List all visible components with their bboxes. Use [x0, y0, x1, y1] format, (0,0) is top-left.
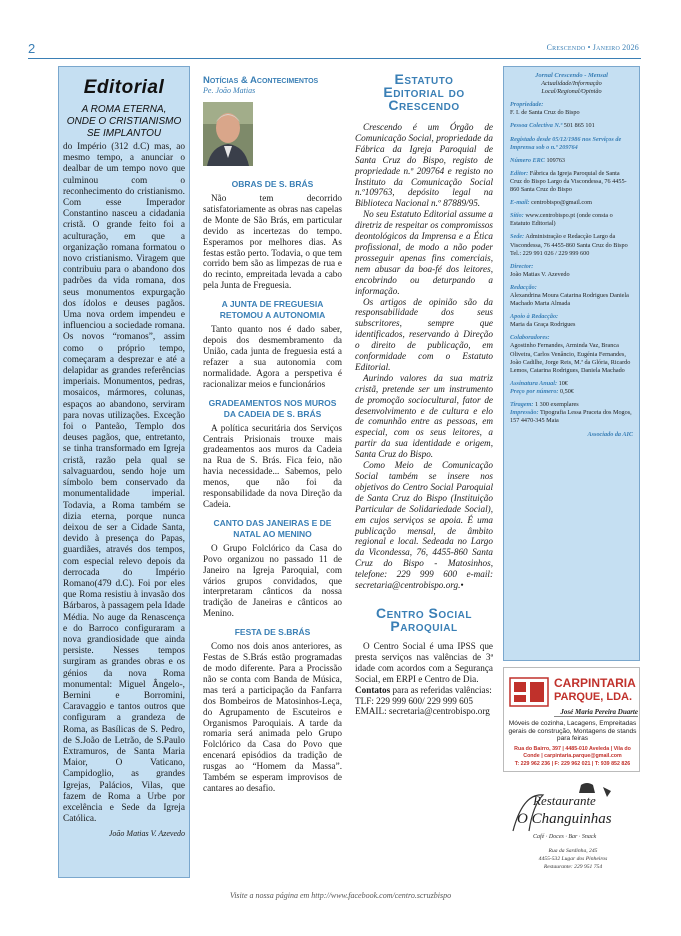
- restaurant-address-line: Restaurante: 229 951 754: [543, 864, 603, 870]
- masthead-panel: [503, 66, 640, 661]
- masthead-label: Sítio:: [510, 212, 524, 220]
- masthead-entry: [510, 122, 633, 130]
- masthead-line: Actualidade/Informação: [541, 80, 602, 88]
- masthead-label: Propriedade:: [510, 101, 544, 109]
- masthead-title: Jornal Crescendo - Mensal: [535, 72, 608, 79]
- masthead-label: Tiragem:: [510, 401, 534, 408]
- editorial-subtitle-line: A ROMA ETERNA,: [81, 104, 167, 115]
- masthead-label: E-mail:: [510, 199, 530, 207]
- masthead-label: Número ERC: [510, 156, 545, 164]
- page-number: 2: [28, 41, 36, 56]
- carpentry-desc: Móveis de cozinha, Lacagens, Empreitadas gerais de construção, Montagens de stands para feiras: [508, 720, 637, 743]
- social-center-title-line: Centro Social: [376, 604, 472, 621]
- masthead-website[interactable]: www.centrobispo.pt (onde consta o Estatuto Editorial): [510, 212, 613, 228]
- masthead-text: Maria da Graça Rodrigues: [510, 321, 576, 329]
- social-center-phone: TLF: 229 999 600/ 229 999 605: [355, 695, 473, 706]
- editorial-panel: [58, 66, 190, 878]
- masthead-label: Preço por número:: [510, 387, 559, 395]
- masthead-label: Pessoa Colectiva N.º: [510, 122, 563, 130]
- masthead-label: Editor:: [510, 169, 529, 177]
- masthead-entry: [510, 199, 633, 207]
- masthead-text: Agostinho Fernandes, Arminda Vaz, Branca Oliveira, Carlos Venâncio, Eugénia Fernandes, João Cadilhe, Jorge Reis, M.ª da Glória, Ricardo Lemos, Catarina Rodrigues, Daniela Machado: [510, 342, 631, 374]
- masthead-text: Fábrica da Igreja Paroquial de Santa Cruz do Bispo Largo da Viscondessa, 76 4455-860 Santa Cruz do Bispo: [510, 169, 627, 194]
- news-section-body: Como nos dois anos anteriores, as Festas de S.Brás estão programadas de modo diferente. Para a Procissão não se conta com Banda de Música, mas terá a participação da Fanfarra dos Bombeiros de Matosinhos-Leça, do Agrupamento de Escuteiros e Organismos Paroquiais. A tarde da romaria será animada pelo Grupo Folclórico da Casa do Povo que encenará episódios da tradição de rusgas ao “Homem da Massa”. Também se esperam improvisos de cantares ao desafio.: [203, 641, 342, 793]
- restaurant-ad: [503, 781, 640, 879]
- masthead-entry: [510, 170, 633, 194]
- social-center-title-line: Paroquial: [390, 617, 458, 634]
- masthead-text: 10€: [558, 379, 568, 387]
- news-section-head: A JUNTA DE FREGUESIA RETOMOU A AUTONOMIA: [219, 299, 326, 321]
- masthead-text: Alexandrina Moura Catarina Rodrigues Daniela Machado Marta Almada: [510, 291, 629, 308]
- masthead-label: Colaboradores:: [510, 334, 550, 342]
- restaurant-address: [513, 847, 633, 871]
- masthead-text: João Matias V. Azevedo: [510, 270, 570, 278]
- statute-paragraph: Como Meio de Comunicação Social também se insere nos objetivos do Centro Social Paroquial de Santa Cruz do Bispo (Instituição Particular de Solidariedade Social), em cujos serviços se apoia. É uma publicação mensal, de âmbito regional e local. Sedeada no Largo da Vicondessa, 76, 4455-860 Santa Cruz do Bispo - Matosinhos, telefone: 229 999 600 e-mail: secretaria@centrobispo.org.•: [355, 460, 493, 591]
- news-column: [203, 75, 342, 794]
- news-section-head: GRADEAMENTOS NOS MUROS DA CADEIA DE S. BRÁS: [208, 397, 337, 419]
- restaurant-address-line: 4455-532 Lugar dos Pinheiros: [538, 856, 608, 862]
- statute-column: [355, 73, 493, 717]
- editorial-body: do Império (312 d.C) mas, ao mesmo tempo, a anunciar o dealbar de um tempo novo que culminou com o reconhecimento do cristianismo. Com esse Imperador Constantino nasceu a cidadania cristã. O grande feito foi a aculturação, em que a organização romana formatou o novo cristianismo. Viragem que contribuiu para o abandono dos padrões da vida romana, dos seus monumentos expurgação dos ídolos e deuses pagãos. Uma nova ordem impendeu e influenciou a sociedade romana. Os novos “romanos”, assim como o próprio tempo, começaram a desprezar e até a delapidar as grandes referências imperiais. Monumentos, pedras, mosaicos, mármores, colunas, espaços ao abandono, serviram para novas utilizações. Exceção foi o Panteão, Templo dos deuses pagãos, que, entretanto, se tinha transformado em Igreja cristã, razão pela qual se salvaguardou, sendo hoje um símbolo bem conservado da monumentalidade imperial. Todavia, a Roma também se dizia eterna, porque nunca deixou de ser a Cidade Santa, devido à presença do Papas, guardiães, através dos tempos, com especial relevo depois da derrocada do Império Romano(479 d.C). Foi por eles que Roma resistiu à invasão dos Bárbaros, à passagem pela Idade Média. No auge da Renascença e do Barroco configuraram a nova grandiosidade que ainda persiste. Nesses tempos surgiram as grandes obras e os génios da nova Roma monumental: Miguel Ângelo-, Bernini e Borromini, Caravaggio e tantos outros que configuram a grandeza de Roma, as Basílicas de S. Pedro, de S.João de Letrão, de S.Paulo Extramuros, de Santa Maria Maior, O Vaticano, Campidoglio, as grandes Igrejas, Palácios, Vilas, que fazem de Roma a Urbe por excelência e Sede da Igreja Católica.: [63, 142, 185, 825]
- masthead-label: Assinatura Anual:: [510, 379, 558, 387]
- masthead-label: Redacção:: [510, 283, 537, 291]
- carpentry-ad: [503, 667, 640, 772]
- news-section-head: OBRAS DE S. BRÁS: [231, 179, 314, 189]
- masthead-text: 109763: [546, 156, 566, 164]
- social-center-body: O Centro Social é uma IPSS que presta serviços nas valências de 3ª idade com acordos com a Segurança Social, em ERPI e Centro de Dia.: [355, 640, 493, 684]
- masthead-email[interactable]: centrobispo@gmail.com: [531, 199, 592, 207]
- carpentry-address: Rua do Bairro, 397 | 4485-010 Aveleda | Vila do Conde | carpintaria.parque@gmail.com: [514, 746, 631, 759]
- social-center-contacts: [355, 685, 493, 696]
- restaurant-name-2: O Changuinhas: [517, 811, 612, 827]
- carpentry-owner: José Maria Pereira Duarte: [554, 708, 638, 717]
- masthead-entry: [510, 157, 633, 165]
- carpentry-name-1: CARPINTARIA: [554, 676, 636, 690]
- restaurant-name-1: Restaurante: [533, 793, 596, 808]
- masthead-entry: [510, 136, 633, 152]
- carpentry-phones: T: 229 962 236 | F: 229 962 021 | T: 939 852 826: [514, 761, 631, 767]
- carpentry-logo-icon: [508, 676, 550, 708]
- editorial-title: Editorial: [83, 77, 165, 98]
- masthead-entry: [510, 101, 633, 117]
- masthead-label: Director:: [510, 262, 534, 270]
- carpentry-name-2: PARQUE, LDA.: [554, 691, 633, 703]
- editorial-signature: João Matias V. Azevedo: [108, 829, 185, 839]
- page-footer[interactable]: Visite a nossa página em http://www.facebook.com/centro.scruzbispo: [229, 891, 452, 900]
- statute-paragraph: Crescendo é um Órgão de Comunicação Social, propriedade da Fábrica da Igreja Paroquial de Santa Cruz do Bispo, registo de propriedade n.º 209764 e registo no Instituto da Comunicação Social n.º109763, depósito legal na Biblioteca Nacional n.º 87889/95.: [355, 122, 493, 209]
- statute-paragraph: Os artigos de opinião são da responsabilidade dos seus subscritores, sempre que identificados, reservando à Direção o direito de publicação, em conformidade com o Estatuto Editorial.: [355, 296, 493, 372]
- masthead-label: Registado desde 05/12/1986 nos Serviços de Imprensa sob o n.º 209764: [510, 135, 622, 151]
- news-byline: Pe. João Matias: [203, 86, 256, 95]
- editorial-subtitle-line: SE IMPLANTOU: [86, 128, 162, 139]
- masthead-label: Impressão:: [510, 409, 539, 417]
- masthead-entry: [510, 334, 633, 374]
- news-section-body: Não tem decorrido satisfatoriamente as obras nas capelas de Monte de São Brás, em particular devido as incertezas do tempo. Esperamos por melhores dias. As festas estão perto. Todavia, o que tem corrido bem são as limpezas de rua e do recinto, empreitada levada a cabo pela Junta de Freguesia.: [203, 193, 342, 291]
- statute-paragraph: Aurindo valores da sua matriz cristã, pretende ser um instrumento de promoção sociocultural, fator de desenvolvimento e de cultura e elo de comunhão entre as pessoas, em especial, com os seus leitores, a partir da sua identidade e origem, Santa Cruz do Bispo.: [355, 372, 493, 460]
- editorial-subtitle: [63, 104, 185, 140]
- restaurant-logo-icon: [503, 781, 640, 837]
- statute-title: [355, 73, 493, 112]
- masthead-entry: [510, 263, 633, 279]
- news-title: Notícias & Acontecimentos: [203, 75, 319, 86]
- news-section-head: FESTA DE S.BRÁS: [234, 627, 311, 638]
- header-rule: [28, 58, 641, 59]
- masthead-entry: [510, 313, 633, 329]
- contacts-label: Contatos: [355, 684, 391, 695]
- news-section-body: Tanto quanto nos é dado saber, depois dos desmembramento da União, cada junta de freguesia está a refazer a sua autonomia com normalidade. Agora a perspetiva é racionalizar meios e funcionários: [203, 324, 342, 389]
- restaurant-address-line: Rua da Sardinha, 245: [548, 848, 598, 854]
- masthead-footer: Associado da AIC: [587, 431, 633, 439]
- news-section-body: A política securitária dos Serviços Centrais Prisionais trouxe mais gradeamentos aos muros da Cadeia na Rua de S. Brás. Fica feio, não havia necessidade... Sabemos, pelo menos, que não foi da responsabilidade da nova Direção da Cadeia.: [203, 422, 342, 509]
- masthead-entry: [510, 233, 633, 257]
- masthead-text: Administração e Redacção Largo da Viscondessa, 76 4455-860 Santa Cruz do Bispo Tel.: 229 991 026 / 229 999 600: [510, 233, 628, 257]
- masthead-line: Local/Regional/Opinião: [541, 88, 602, 96]
- statute-title-line: Crescendo: [388, 97, 460, 113]
- statute-title-line: Estatuto: [394, 71, 454, 87]
- editorial-subtitle-line: ONDE O CRISTIANISMO: [66, 116, 182, 127]
- social-center-title: [355, 604, 493, 634]
- masthead-text: F. I. de Santa Cruz do Bispo: [510, 109, 580, 117]
- publication-date: [547, 43, 639, 52]
- masthead-entry: [510, 380, 633, 396]
- masthead-entry: [510, 401, 633, 425]
- masthead-text: 0,50€: [560, 387, 574, 395]
- masthead-label: Sede:: [510, 233, 525, 241]
- publication-name: Crescendo: [546, 43, 586, 52]
- contacts-text: para as referidas valências:: [392, 684, 492, 695]
- statute-title-line: Editorial do: [383, 84, 465, 100]
- news-section-head: CANTO DAS JANEIRAS E DE NATAL AO MENINO: [213, 517, 332, 539]
- masthead-entry: [510, 284, 633, 308]
- masthead-text: 1 300 exemplares: [535, 401, 579, 408]
- statute-paragraph: No seu Estatuto Editorial assume a diretriz de respeitar os compromissos deontológicos da Imprensa e a Ética profissional, de modo a não poder prosseguir apenas fins comerciais, nem abusar da boa-fé dos leitores, encobrindo ou deturpando a informação.: [355, 209, 493, 296]
- news-section-body: O Grupo Folclórico da Casa do Povo organizou no passado 11 de Janeiro na Igreja Paroquial, com vários grupos convidados, que interpretaram cânticos da nossa tradição de Janeiras e cânticos ao Menino.: [203, 542, 342, 619]
- masthead-text: Tipografia Lessa Praceta dos Mogos, 157 4470-345 Maia: [510, 409, 632, 425]
- restaurant-tagline: Café · Doces · Bar · Snack: [533, 834, 597, 840]
- masthead-text: 501 865 101: [563, 122, 595, 130]
- social-center-email[interactable]: EMAIL: secretaria@centrobispo.org: [355, 706, 490, 717]
- masthead-entry: [510, 212, 633, 228]
- masthead-label: Apoio à Redacção:: [510, 313, 559, 321]
- author-photo: [203, 102, 253, 166]
- issue-date: • Janeiro 2026: [587, 43, 639, 52]
